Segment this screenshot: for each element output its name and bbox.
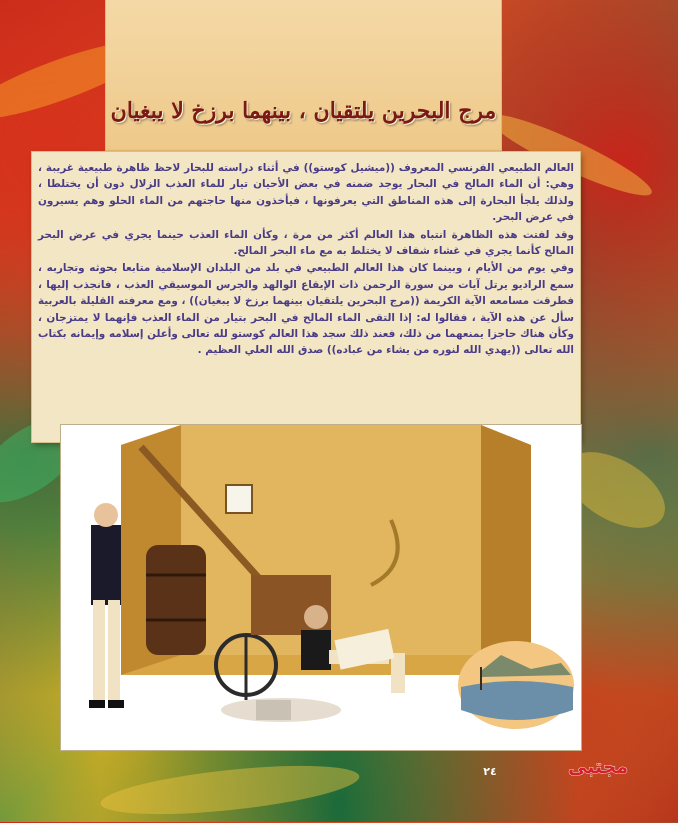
magazine-name: مجتبى bbox=[568, 756, 629, 778]
article-title: مرج البحرين يلتقيان ، بينهما برزخ لا يبغيان bbox=[110, 98, 497, 124]
article-paragraph: وفي يوم من الأيام ، وبينما كان هذا العالم الطبيعي في بلد من البلدان الإسلامية متابعا بحوثه وتجاربه ، سمع الراديو يرتل آيات من سورة الرحمن ذات الإيقاع الوالهد والجرس الموسيقي العذب ، فانجذب إليها ، فطرقت مسامعه الآية الكريمة ((مرج البحرين يلتقيان بينهما برزخ لا يبغيان)) ، ومع معرفته القليلة بالعربية سأل عن هذه الآية ، فقالوا له: إذا التقى الماء المالح في البحر بتيار من الماء العذب فإنهما لا يمتزجان ، وكأن هناك حاجزا يمنعهما من ذلك، فعند ذلك سجد هذا العالم كوستو لله تعالى وأعلن إسلامه وإيمانه بكتاب الله تعالى ((يهدي الله لنوره من يشاء من عباده)) صدق الله العلي العظيم . bbox=[38, 262, 574, 357]
magazine-logo bbox=[468, 753, 629, 779]
scientists-illustration-art bbox=[61, 425, 581, 750]
article-body bbox=[38, 160, 574, 360]
scientists-illustration bbox=[61, 425, 581, 750]
title-panel bbox=[106, 0, 501, 150]
background-stroke bbox=[99, 757, 362, 823]
article-paragraph: العالم الطبيعي الفرنسي المعروف ((ميشيل كوستو)) في أثناء دراسته للبحار لاحظ ظاهرة طبيعية غريبة ، وهي: أن الماء المالح في البحار يوجد ضمنه في بعض الأحيان تيار للماء العذب الزلال دون أن يختلطا ، ولذلك يلجأ البحارة إلى هذه المناطق التي يعرفونها ، فيأخذون منها حاجتهم من الماء الحلو وهم يسيرون في عرض البحر. bbox=[38, 162, 574, 224]
article-paragraph: وقد لفتت هذه الظاهرة انتباه هذا العالم أكثر من مرة ، وكأن الماء العذب حينما يجري في عرض البحر المالح كأنما يجري في غشاء شفاف لا يختلط به مع ماء البحر المالح. bbox=[38, 228, 574, 258]
page-number: ٢٤ bbox=[483, 765, 497, 778]
